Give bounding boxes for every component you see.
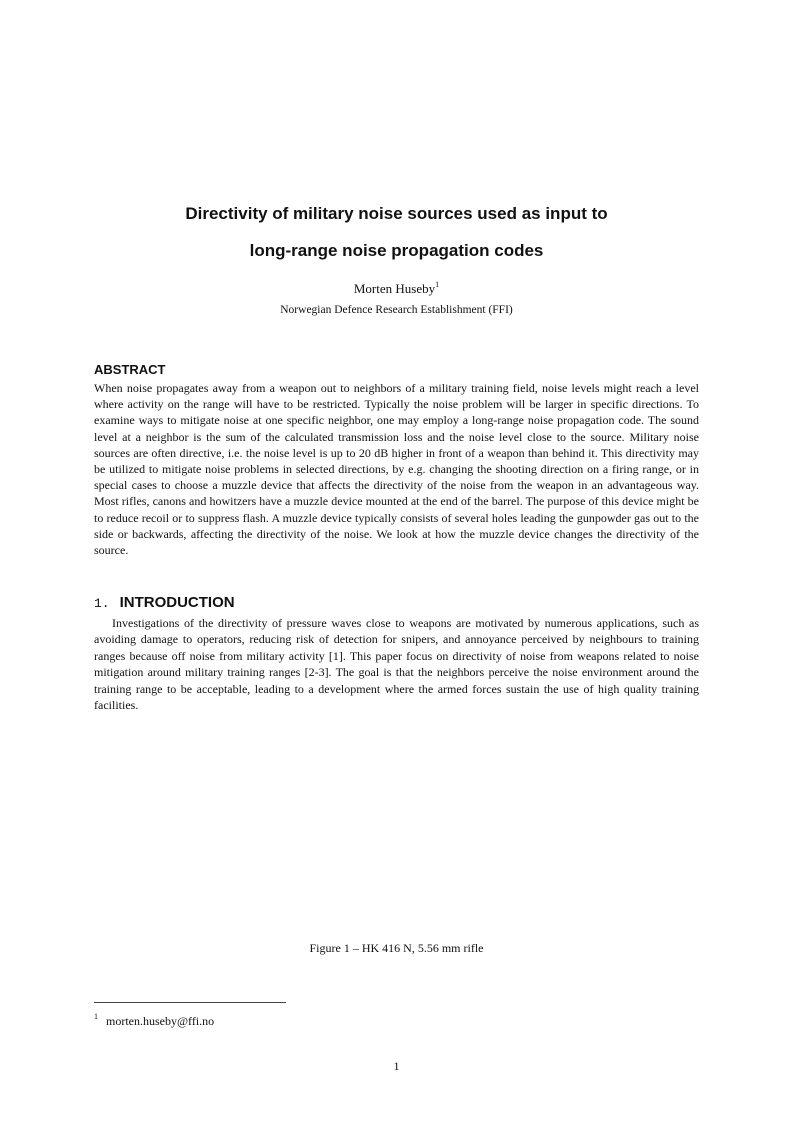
paper-title-line-1: Directivity of military noise sources used as input to	[185, 204, 608, 223]
footnote-divider	[94, 1002, 286, 1003]
figure-1-image-area	[94, 740, 699, 930]
introduction-text: Investigations of the directivity of pressure waves close to weapons are motivated by numerous applications, such as avoiding damage to operators, reducing risk of detection for snipers, and annoyance perceived by neighbours to training ranges because off noise from military activity [1]. This paper focus on directivity of noise from weapons related to noise mitigation around military training ranges [2-3]. The goal is that the neighbors perceive the noise environment around the training range to be acceptable, leading to a development where the armed forces sustain the use of high quality training facilities.	[94, 616, 699, 713]
footnote-mark: 1	[94, 1012, 98, 1021]
figure-1-caption: Figure 1 – HK 416 N, 5.56 mm rifle	[309, 941, 484, 955]
section-title: INTRODUCTION	[119, 594, 235, 611]
abstract-text: When noise propagates away from a weapon out to neighbors of a military training field, noise levels might reach a level where activity on the range will have to be restricted. Typically the noise problem will be larger in specific directions. To examine ways to mitigate noise at one specific neighbor, one may employ a long-range noise propagation code. The sound level at a neighbor is the sum of the calculated transmission loss and the noise level close to the source. Military noise sources are often directive, i.e. the noise level is up to 20 dB higher in front of a weapon than behind it. This directivity may be utilized to mitigate noise problems in selected directions, by e.g. changing the shooting direction on a firing range, or in special cases to choose a muzzle device that affects the directivity of the noise from the weapon in an advantageous way. Most rifles, canons and howitzers have a muzzle device mounted at the end of the barrel. The purpose of this device might be to reduce recoil or to suppress flash. A muzzle device typically consists of several holes leading the gunpowder gas out to the side or backwards, affecting the directivity of the noise. We look at how the muzzle device changes the directivity of the source.	[94, 381, 699, 558]
author-name: Morten Huseby	[353, 281, 436, 296]
section-heading-introduction	[94, 594, 235, 611]
author-line	[94, 280, 699, 297]
footnote	[94, 1012, 214, 1029]
author-affiliation: Norwegian Defence Research Establishment (FFI)	[280, 304, 513, 316]
footnote-email: morten.huseby@ffi.no	[106, 1014, 215, 1028]
abstract-heading: ABSTRACT	[94, 362, 166, 377]
author-footnote-mark: 1	[435, 280, 440, 289]
section-number: 1.	[94, 596, 110, 611]
page-number: 1	[393, 1059, 400, 1073]
paper-title-line-2: long-range noise propagation codes	[249, 241, 544, 260]
